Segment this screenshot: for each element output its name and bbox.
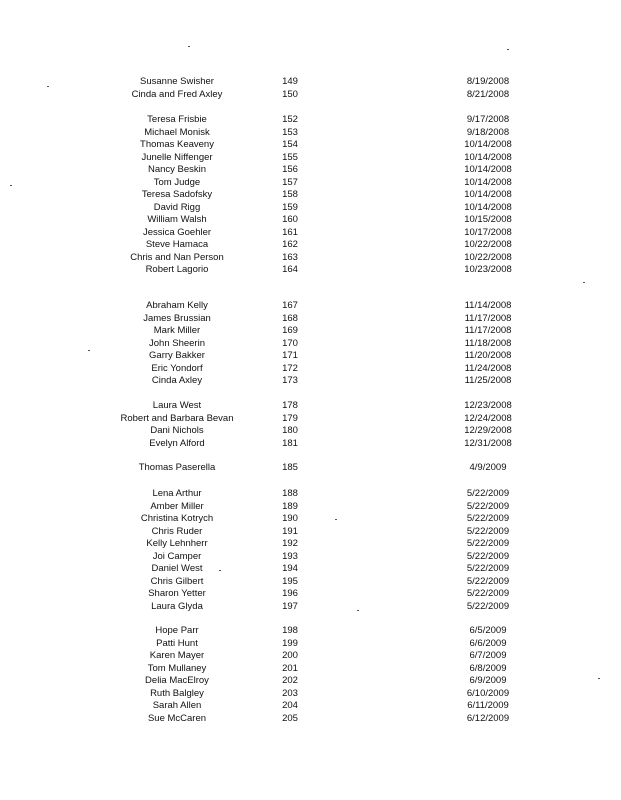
entry-date: 6/12/2009 — [466, 712, 510, 724]
entry-date: 6/7/2009 — [469, 650, 507, 661]
entry-date: 11/24/2008 — [464, 362, 512, 374]
entry-number: 189 — [282, 500, 298, 512]
entry-row — [0, 76, 621, 88]
entry-number: 161 — [282, 226, 298, 238]
entry-name: Steve Hamaca — [145, 239, 209, 250]
entry-row — [0, 588, 621, 600]
entry-name: Daniel West — [151, 563, 203, 574]
entry-number: 156 — [282, 164, 298, 175]
entry-name: Chris Gilbert — [150, 575, 204, 587]
entry-row — [0, 114, 621, 126]
entry-number: 196 — [282, 588, 298, 599]
entry-row — [0, 576, 621, 588]
entry-number: 170 — [282, 337, 298, 349]
entry-date: 5/22/2009 — [466, 513, 510, 524]
entry-name: Abraham Kelly — [146, 300, 208, 311]
entry-date: 12/29/2008 — [464, 425, 512, 436]
entry-name: Delia MacElroy — [145, 675, 209, 686]
scan-speck — [583, 282, 585, 283]
entry-name: Patti Hunt — [156, 637, 198, 649]
entry-number: 181 — [282, 437, 298, 449]
entry-row — [0, 264, 621, 276]
entry-row — [0, 214, 621, 226]
entry-row — [0, 675, 621, 687]
entry-number: 192 — [282, 538, 298, 549]
entry-row — [0, 227, 621, 239]
entry-name: John Sheerin — [149, 337, 205, 349]
entry-row — [0, 425, 621, 437]
entry-number: 155 — [282, 151, 298, 163]
entry-number: 202 — [282, 675, 298, 686]
scan-speck — [188, 46, 190, 47]
entry-number: 205 — [282, 712, 298, 724]
entry-number: 199 — [282, 637, 298, 649]
entry-number: 200 — [282, 650, 298, 661]
entry-name: Hope Parr — [155, 625, 199, 636]
entry-row — [0, 638, 621, 650]
entry-row — [0, 526, 621, 538]
entry-row — [0, 300, 621, 312]
entry-number: 179 — [282, 412, 298, 424]
entry-name: Joi Camper — [152, 550, 202, 562]
entry-name: Laura West — [152, 400, 202, 411]
entry-row — [0, 127, 621, 139]
entry-name: Ruth Balgley — [150, 687, 204, 699]
entry-date: 6/11/2009 — [467, 700, 509, 711]
entry-number: 195 — [282, 575, 298, 587]
entry-name: Sarah Allen — [152, 700, 202, 711]
entry-row — [0, 152, 621, 164]
scan-speck — [219, 570, 221, 571]
entry-name: Sharon Yetter — [148, 588, 206, 599]
entry-number: 193 — [282, 550, 298, 562]
entry-row — [0, 202, 621, 214]
entry-date: 5/22/2009 — [466, 550, 510, 562]
entry-date: 11/17/2008 — [464, 312, 512, 324]
scan-speck — [10, 185, 12, 186]
entry-date: 10/22/2008 — [464, 239, 512, 250]
entry-row — [0, 601, 621, 613]
entry-row — [0, 239, 621, 251]
scan-speck — [357, 610, 359, 611]
entry-name: Nancy Beskin — [147, 164, 207, 175]
entry-name: Cinda and Fred Axley — [131, 88, 223, 100]
entry-name: Dani Nichols — [150, 425, 204, 436]
entry-date: 5/22/2009 — [466, 588, 510, 599]
entry-row — [0, 488, 621, 500]
entry-row — [0, 139, 621, 151]
entry-number: 198 — [282, 625, 298, 636]
entry-date: 6/9/2009 — [469, 675, 507, 686]
entry-number: 188 — [282, 488, 298, 499]
entry-date: 10/14/2008 — [464, 164, 512, 175]
entry-date: 11/25/2008 — [464, 375, 512, 386]
entry-date: 12/24/2008 — [464, 412, 512, 424]
entry-number: 201 — [282, 662, 298, 674]
entry-date: 5/22/2009 — [466, 600, 510, 612]
entry-date: 11/14/2008 — [464, 300, 512, 311]
entry-date: 10/14/2008 — [464, 189, 512, 200]
entry-name: Amber Miller — [150, 500, 204, 512]
entry-row — [0, 538, 621, 550]
entry-date: 5/22/2009 — [466, 488, 510, 499]
entry-number: 160 — [282, 214, 298, 225]
entry-date: 10/14/2008 — [464, 201, 512, 213]
entry-name: Karen Mayer — [149, 650, 205, 661]
entry-number: 203 — [282, 687, 298, 699]
entry-number: 154 — [282, 139, 298, 150]
entry-row — [0, 338, 621, 350]
entry-date: 8/19/2008 — [466, 76, 510, 87]
scan-speck — [47, 86, 49, 87]
entry-number: 191 — [282, 525, 298, 537]
entry-date: 11/17/2008 — [464, 325, 512, 336]
scan-speck — [335, 519, 337, 520]
entry-row — [0, 650, 621, 662]
entry-number: 169 — [282, 325, 298, 336]
entry-row — [0, 400, 621, 412]
entry-row — [0, 563, 621, 575]
entry-date: 11/20/2008 — [464, 350, 512, 361]
entry-date: 10/14/2008 — [464, 151, 512, 163]
scan-speck — [598, 678, 600, 679]
entry-number: 190 — [282, 513, 298, 524]
entry-number: 152 — [282, 114, 298, 125]
entry-row — [0, 700, 621, 712]
entry-row — [0, 513, 621, 525]
entry-date: 4/9/2009 — [469, 462, 507, 473]
entry-row — [0, 350, 621, 362]
entry-date: 12/31/2008 — [464, 437, 512, 449]
entry-number: 149 — [282, 76, 298, 87]
entry-row — [0, 252, 621, 264]
entry-number: 172 — [282, 362, 298, 374]
scan-speck — [88, 350, 90, 351]
entry-date: 10/17/2008 — [464, 226, 512, 238]
entry-date: 5/22/2009 — [466, 538, 510, 549]
entry-name: Mark Miller — [153, 325, 201, 336]
entry-row — [0, 363, 621, 375]
entry-name: Jessica Goehler — [142, 226, 212, 238]
entry-number: 171 — [282, 350, 298, 361]
entry-row — [0, 501, 621, 513]
entry-number: 159 — [282, 201, 298, 213]
entry-name: William Walsh — [147, 214, 207, 225]
entry-row — [0, 325, 621, 337]
entry-row — [0, 413, 621, 425]
entry-date: 8/21/2008 — [466, 88, 510, 100]
entry-row — [0, 89, 621, 101]
entry-name: Eric Yondorf — [151, 362, 203, 374]
entry-date: 11/18/2008 — [464, 337, 512, 349]
entry-number: 153 — [282, 126, 298, 138]
entry-row — [0, 688, 621, 700]
entry-number: 185 — [282, 462, 298, 473]
entry-number: 163 — [282, 251, 298, 263]
entry-number: 178 — [282, 400, 298, 411]
entry-name: Sue McCaren — [147, 712, 207, 724]
entry-name: Laura Glyda — [151, 600, 203, 612]
entry-name: Chris and Nan Person — [130, 251, 224, 263]
entry-number: 173 — [282, 375, 298, 386]
entry-date: 10/14/2008 — [464, 139, 512, 150]
entry-name: Cinda Axley — [151, 375, 203, 386]
scan-speck — [507, 49, 509, 50]
entry-name: Thomas Keaveny — [140, 139, 214, 150]
entry-date: 5/22/2009 — [466, 563, 510, 574]
entry-name: Lena Arthur — [152, 488, 202, 499]
entry-name: Kelly Lehnherr — [146, 538, 208, 549]
entry-row — [0, 551, 621, 563]
entry-name: Tom Mullaney — [147, 662, 207, 674]
entry-date: 6/10/2009 — [466, 687, 510, 699]
entry-row — [0, 713, 621, 725]
entry-name: Robert and Barbara Bevan — [120, 412, 234, 424]
entry-date: 6/6/2009 — [469, 637, 507, 649]
entry-name: David Rigg — [153, 201, 201, 213]
entry-number: 162 — [282, 239, 298, 250]
entry-number: 204 — [282, 700, 298, 711]
entry-date: 10/22/2008 — [464, 251, 512, 263]
entry-row — [0, 177, 621, 189]
entry-row — [0, 375, 621, 387]
entry-row — [0, 438, 621, 450]
entry-name: James Brussian — [143, 312, 211, 324]
entry-number: 164 — [282, 264, 298, 275]
entry-date: 9/17/2008 — [466, 114, 510, 125]
entry-number: 150 — [282, 88, 298, 100]
entry-name: Robert Lagorio — [145, 264, 209, 275]
entry-date: 12/23/2008 — [464, 400, 512, 411]
entry-name: Christina Kotrych — [140, 513, 214, 524]
entry-row — [0, 625, 621, 637]
entry-number: 167 — [282, 300, 298, 311]
entry-date: 10/23/2008 — [464, 264, 512, 275]
entry-number: 194 — [282, 563, 298, 574]
entry-date: 5/22/2009 — [466, 575, 510, 587]
entry-date: 9/18/2008 — [466, 126, 510, 138]
entry-name: Michael Monisk — [144, 126, 210, 138]
entry-number: 158 — [282, 189, 298, 200]
entry-name: Garry Bakker — [149, 350, 205, 361]
entry-date: 6/8/2009 — [469, 662, 507, 674]
entry-name: Teresa Sadofsky — [141, 189, 213, 200]
entry-number: 168 — [282, 312, 298, 324]
entry-row — [0, 189, 621, 201]
entry-row — [0, 462, 621, 474]
entry-name: Evelyn Alford — [149, 437, 205, 449]
entry-name: Junelle Niffenger — [141, 151, 213, 163]
entry-number: 157 — [282, 176, 298, 188]
entry-row — [0, 313, 621, 325]
entry-date: 5/22/2009 — [466, 525, 510, 537]
entry-date: 10/15/2008 — [464, 214, 512, 225]
entry-name: Chris Ruder — [151, 525, 203, 537]
entry-name: Tom Judge — [153, 176, 201, 188]
entry-date: 6/5/2009 — [469, 625, 507, 636]
entry-row — [0, 663, 621, 675]
entry-name: Thomas Paserella — [138, 462, 216, 473]
entry-name: Teresa Frisbie — [147, 114, 207, 125]
entry-number: 197 — [282, 600, 298, 612]
entry-number: 180 — [282, 425, 298, 436]
entry-date: 10/14/2008 — [464, 176, 512, 188]
entry-row — [0, 164, 621, 176]
entry-name: Susanne Swisher — [140, 76, 214, 87]
entry-date: 5/22/2009 — [466, 500, 510, 512]
